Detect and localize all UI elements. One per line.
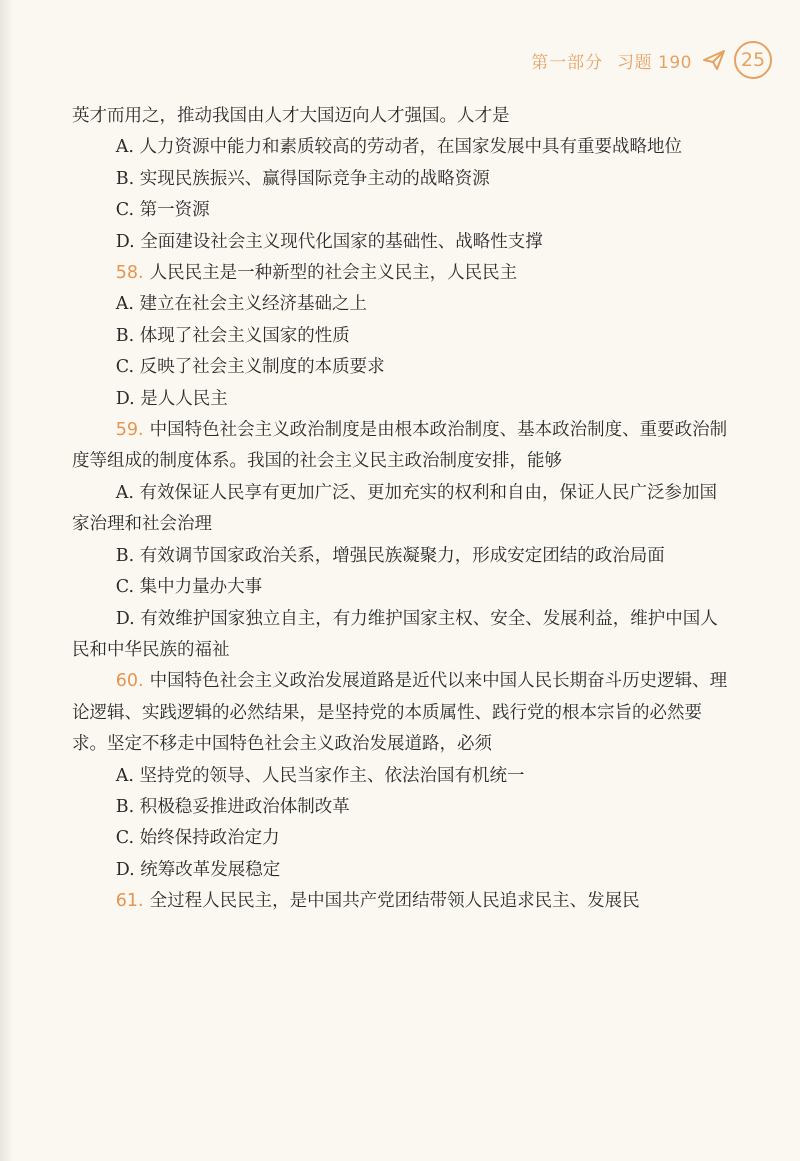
question-61 xyxy=(72,886,732,917)
page-body xyxy=(72,101,732,918)
section-label: 第一部分 xyxy=(531,52,604,73)
option-b: B. 体现了社会主义国家的性质 xyxy=(115,325,350,346)
option-d: D. 有效维护国家独立自主，有力维护国家主权、安全、发展利益，维护中国人民和中华民族的福祉 xyxy=(72,608,718,660)
question-59 xyxy=(72,415,732,478)
question-text: 中国特色社会主义政治发展道路是近代以来中国人民长期奋斗历史逻辑、理论逻辑、实践逻辑的必然结果，是坚持党的本质属性、践行党的根本宗旨的必然要求。坚定不移走中国特色社会主义政治发展道路，必须 xyxy=(72,671,728,755)
option-a: A. 建立在社会主义经济基础之上 xyxy=(115,294,368,315)
series-label: 习题 190 xyxy=(617,52,692,73)
option-c: C. 集中力量办大事 xyxy=(115,577,263,598)
option-d: D. 是人人民主 xyxy=(115,388,228,409)
option-c: C. 反映了社会主义制度的本质要求 xyxy=(115,357,385,378)
question-text: 全过程人民民主，是中国共产党团结带领人民追求民主、发展民 xyxy=(149,891,640,912)
question-number: 58. xyxy=(115,263,144,284)
option-c: C. 第一资源 xyxy=(115,200,210,221)
question-text: 中国特色社会主义政治制度是由根本政治制度、基本政治制度、重要政治制度等组成的制度体系。我国的社会主义民主政治制度安排，能够 xyxy=(72,420,728,472)
option-a: A. 有效保证人民享有更加广泛、更加充实的权利和自由，保证人民广泛参加国家治理和社会治理 xyxy=(72,482,718,535)
option-a: A. 坚持党的领导、人民当家作主、依法治国有机统一 xyxy=(115,765,525,786)
option-d: D. 统筹改革发展稳定 xyxy=(115,859,281,880)
page-number: 25 xyxy=(734,41,772,79)
option-b: B. 积极稳妥推进政治体制改革 xyxy=(115,796,350,817)
question-text: 人民民主是一种新型的社会主义民主，人民民主 xyxy=(149,263,518,284)
option-a: A. 人力资源中能力和素质较高的劳动者，在国家发展中具有重要战略地位 xyxy=(115,137,683,158)
question-number: 59. xyxy=(115,420,144,441)
question-60 xyxy=(72,666,732,760)
page-header xyxy=(531,44,772,76)
page-spine-shadow xyxy=(0,0,14,1161)
question-number: 61. xyxy=(115,891,144,912)
option-b: B. 实现民族振兴、赢得国际竞争主动的战略资源 xyxy=(115,168,490,189)
question-number: 60. xyxy=(115,671,144,692)
question-58 xyxy=(72,258,732,289)
option-c: C. 始终保持政治定力 xyxy=(115,828,280,849)
continued-question-text: 英才而用之，推动我国由人才大国迈向人才强国。人才是 xyxy=(72,106,510,126)
paper-plane-icon xyxy=(702,49,726,71)
option-b: B. 有效调节国家政治关系，增强民族凝聚力，形成安定团结的政治局面 xyxy=(115,545,665,566)
option-d: D. 全面建设社会主义现代化国家的基础性、战略性支撑 xyxy=(115,231,543,252)
